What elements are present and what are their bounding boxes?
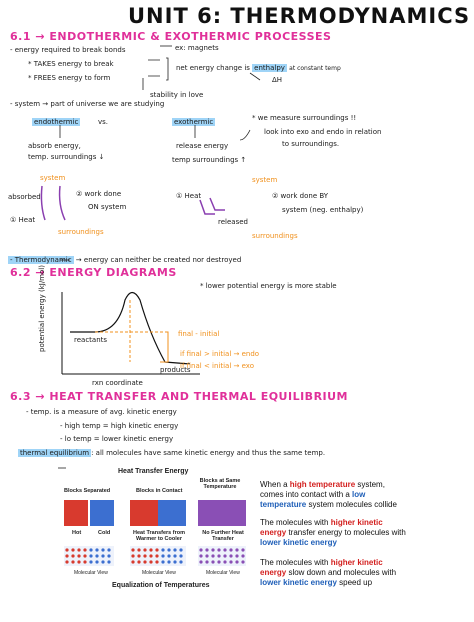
molecule-dot	[101, 548, 104, 551]
molecule-dot	[89, 554, 92, 557]
reactants-label: reactants	[74, 336, 108, 344]
molecule-dot	[217, 548, 220, 551]
final-initial-label: final - initial	[178, 330, 220, 338]
molecular-view-label: Molecular View	[142, 570, 176, 576]
molecule-dot	[223, 548, 226, 551]
surroundings-label: surroundings	[252, 232, 298, 240]
molecule-dot	[199, 554, 202, 557]
note-line: look into exo and endo in relation	[264, 128, 382, 136]
molecule-dot	[89, 560, 92, 563]
molecule-dot	[83, 560, 86, 563]
note-line: * we measure surroundings !!	[252, 114, 357, 122]
exo-condition: if final < initial → exo	[180, 362, 254, 370]
note-line: - Thermodynamic → energy can neither be created nor destroyed	[10, 256, 242, 264]
molecule-dot	[89, 548, 92, 551]
molecule-dot	[155, 554, 158, 557]
molecule-dot	[161, 554, 164, 557]
products-label: products	[160, 366, 191, 374]
molecule-dot	[199, 548, 202, 551]
molecule-dot	[101, 554, 104, 557]
hot-label: Hot	[72, 530, 82, 536]
molecule-dot	[101, 560, 104, 563]
note-line: release energy	[176, 142, 229, 150]
molecule-dot	[95, 554, 98, 557]
molecule-dot	[95, 548, 98, 551]
figure-bottom-label: Equalization of Temperatures	[112, 582, 210, 589]
note-line: system (neg. enthalpy)	[282, 206, 364, 214]
note-line: released	[218, 218, 248, 226]
note-line: ΔH	[272, 76, 283, 84]
molecule-dot	[167, 554, 170, 557]
note-line: - high temp = high kinetic energy	[60, 422, 179, 430]
molecule-dot	[95, 560, 98, 563]
molecule-dot	[217, 554, 220, 557]
col1-title: Blocks Separated	[64, 488, 111, 494]
molecule-dot	[137, 548, 140, 551]
molecule-dot	[71, 554, 74, 557]
molecule-dot	[235, 548, 238, 551]
molecule-dot	[205, 560, 208, 563]
molecule-dot	[77, 548, 80, 551]
note-line: * TAKES energy to break	[28, 60, 114, 68]
molecule-dot	[211, 560, 214, 563]
molecule-dot	[229, 554, 232, 557]
note-paragraph-1: When a high temperature system, comes into contact with a low temperature system molecules collide	[260, 480, 397, 509]
cold-block	[90, 500, 114, 526]
molecule-dot	[205, 548, 208, 551]
molecule-dot	[131, 548, 134, 551]
molecule-dot	[223, 560, 226, 563]
surroundings-label: surroundings	[58, 228, 104, 236]
system-label: system	[40, 174, 66, 182]
molecule-dot	[161, 560, 164, 563]
molecule-dot	[199, 560, 202, 563]
molecule-dot	[205, 554, 208, 557]
molecule-dot	[155, 548, 158, 551]
molecule-dot	[235, 560, 238, 563]
section-heading-6-2: 6.2 → ENERGY DIAGRAMS	[10, 266, 177, 279]
note-paragraph-3: The molecules with higher kinetic energy slow down and molecules with lower kinetic energy speed up	[260, 558, 397, 587]
molecule-dot	[137, 554, 140, 557]
col2-label: Heat Transfers from Warmer to Cooler	[133, 530, 185, 542]
note-line: temp. surroundings ↓	[28, 153, 105, 161]
molecule-dot	[107, 554, 110, 557]
note-line: ① Heat	[10, 216, 36, 224]
endo-label: endothermic	[34, 118, 79, 126]
section-heading-6-1: 6.1 → ENDOTHERMIC & EXOTHERMIC PROCESSES	[10, 30, 332, 43]
molecule-dot	[173, 554, 176, 557]
molecule-dot	[217, 560, 220, 563]
molecule-dot	[211, 554, 214, 557]
molecule-dot	[137, 560, 140, 563]
note-line: thermal equilibrium : all molecules have same kinetic energy and thus the same temp.	[20, 449, 326, 457]
note-line: * lower potential energy is more stable	[200, 282, 337, 290]
molecule-dot	[161, 548, 164, 551]
molecule-dot	[131, 560, 134, 563]
molecule-dot	[83, 554, 86, 557]
molecule-dot	[241, 560, 244, 563]
figure-title: Heat Transfer Energy	[118, 468, 189, 475]
molecule-dot	[229, 560, 232, 563]
x-axis-label: rxn coordinate	[92, 379, 143, 387]
note-line: ② work done BY	[272, 192, 329, 200]
note-line: absorb energy,	[28, 142, 81, 150]
equal-block	[198, 500, 246, 526]
page-title: UNIT 6: THERMODYNAMICS	[128, 4, 471, 28]
note-line: absorbed	[8, 193, 41, 201]
system-label: system	[252, 176, 278, 184]
molecule-dot	[65, 554, 68, 557]
note-line: - system → part of universe we are studying	[10, 100, 165, 108]
molecule-dot	[143, 560, 146, 563]
molecule-dot	[143, 554, 146, 557]
molecule-dot	[107, 548, 110, 551]
molecule-dot	[71, 560, 74, 563]
cold-label: Cold	[98, 530, 111, 536]
molecule-grid-3	[198, 546, 246, 566]
molecule-dot	[179, 560, 182, 563]
exo-label: exothermic	[174, 118, 214, 126]
note-line: - lo temp = lower kinetic energy	[60, 435, 174, 443]
molecule-dot	[65, 548, 68, 551]
cool-block	[158, 500, 186, 526]
molecule-dot	[167, 548, 170, 551]
molecule-dot	[149, 560, 152, 563]
note-line: * FREES energy to form	[28, 74, 111, 82]
y-axis-label: potential energy (kJ/mol)	[38, 265, 46, 352]
molecule-dot	[83, 548, 86, 551]
molecule-dot	[179, 554, 182, 557]
molecule-dot	[229, 548, 232, 551]
note-line: net energy change is enthalpy at constant temp	[176, 64, 341, 72]
molecular-view-label: Molecular View	[74, 570, 108, 576]
molecule-dot	[77, 554, 80, 557]
endo-condition: if final > initial → endo	[180, 350, 260, 358]
note-line: ON system	[88, 203, 127, 211]
molecule-dot	[241, 554, 244, 557]
note-line: to surroundings.	[282, 140, 340, 148]
note-paragraph-2: The molecules with higher kinetic energy transfer energy to molecules with lower kinetic energy	[260, 518, 406, 547]
molecule-dot	[155, 560, 158, 563]
col3-label: No Further Heat Transfer	[202, 530, 244, 542]
note-line: - temp. is a measure of avg. kinetic energy	[26, 408, 177, 416]
note-line: ② work done	[76, 190, 122, 198]
note-line: vs.	[98, 118, 109, 126]
molecule-dot	[173, 548, 176, 551]
section-heading-6-3: 6.3 → HEAT TRANSFER AND THERMAL EQUILIBRIUM	[10, 390, 349, 403]
molecular-view-label: Molecular View	[206, 570, 240, 576]
hot-block	[64, 500, 88, 526]
warm-block	[130, 500, 158, 526]
note-line: - energy required to break bonds	[10, 46, 126, 54]
molecule-dot	[173, 560, 176, 563]
note-line: ① Heat	[176, 192, 202, 200]
molecule-dot	[143, 548, 146, 551]
col3-title: Blocks at Same Temperature	[199, 478, 241, 490]
molecule-dot	[149, 548, 152, 551]
molecule-dot	[235, 554, 238, 557]
note-line: stability in love	[150, 91, 204, 99]
note-line: temp surroundings ↑	[172, 156, 247, 164]
molecule-dot	[65, 560, 68, 563]
note-line: ex: magnets	[175, 44, 219, 52]
molecule-dot	[71, 548, 74, 551]
molecule-dot	[149, 554, 152, 557]
molecule-dot	[107, 560, 110, 563]
molecule-dot	[77, 560, 80, 563]
molecule-dot	[241, 548, 244, 551]
col2-title: Blocks in Contact	[136, 488, 183, 494]
molecule-dot	[211, 548, 214, 551]
molecule-dot	[131, 554, 134, 557]
molecule-dot	[167, 560, 170, 563]
molecule-dot	[223, 554, 226, 557]
molecule-dot	[179, 548, 182, 551]
